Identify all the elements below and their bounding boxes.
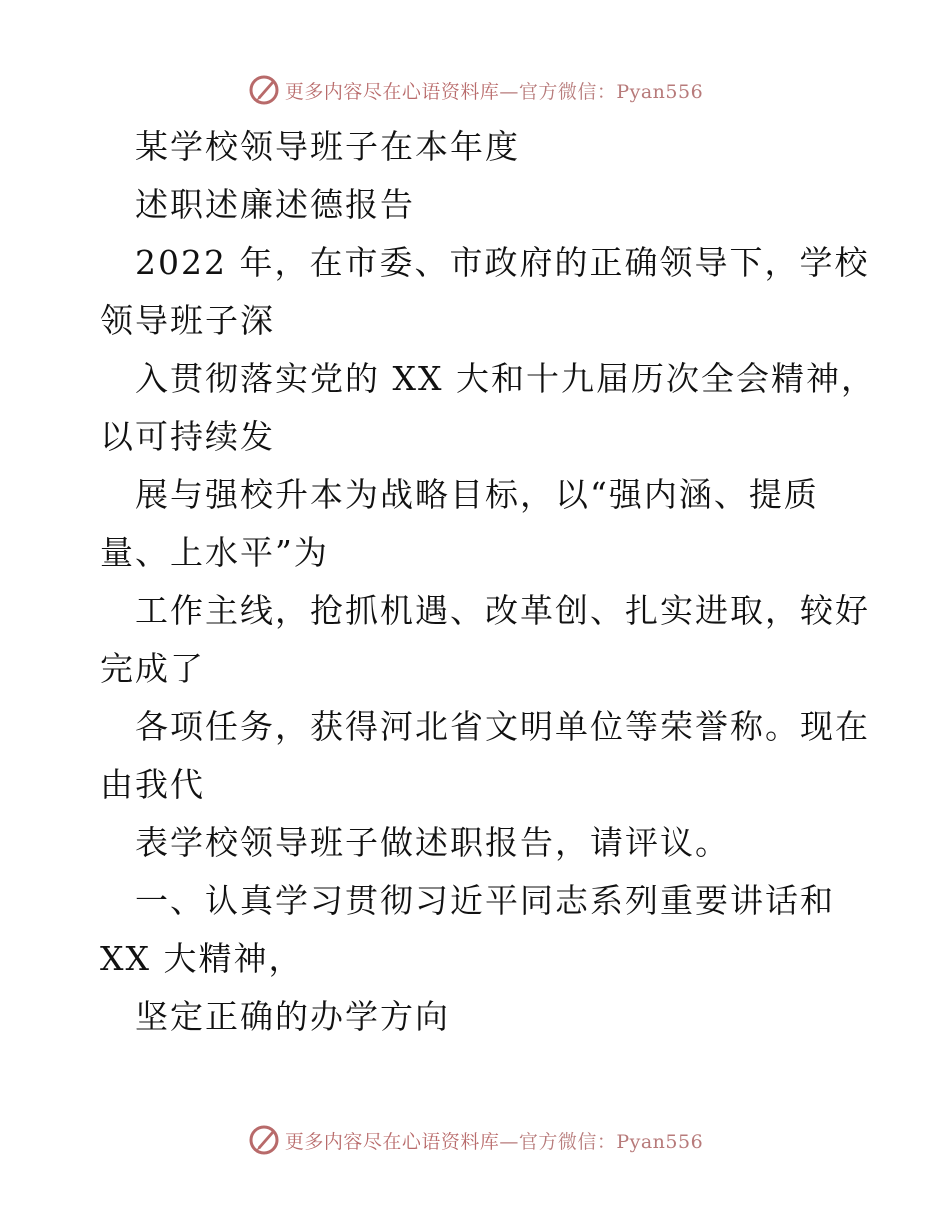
doc-line: 某学校领导班子在本年度: [135, 127, 520, 166]
doc-line: 坚定正确的办学方向: [135, 997, 450, 1036]
doc-line: 量、上水平”为: [100, 533, 329, 572]
doc-line: 述职述廉述德报告: [135, 185, 415, 224]
doc-line: 工作主线，抢抓机遇、改革创、扎实进取，较好: [135, 591, 870, 630]
header-watermark: [0, 70, 950, 110]
watermark-text: [285, 77, 703, 104]
doc-line: 各项任务，获得河北省文明单位等荣誉称。现在: [135, 707, 870, 746]
document-body: [100, 118, 876, 1046]
watermark-text: [285, 1127, 703, 1154]
doc-line: 领导班子深: [100, 301, 275, 340]
doc-line: 完成了: [100, 649, 205, 688]
doc-line: 由我代: [100, 765, 205, 804]
doc-line: XX 大精神，: [100, 939, 304, 978]
watermark-sub-text: —官方微信：Pyan556: [499, 1130, 704, 1153]
doc-line: 2022 年，在市委、市政府的正确领导下，学校: [135, 243, 870, 282]
doc-line: 入贯彻落实党的 XX 大和十九届历次全会精神，: [135, 359, 876, 398]
watermark-main-text: 更多内容尽在心语资料库: [284, 1130, 500, 1153]
doc-line: 表学校领导班子做述职报告，请评议。: [135, 823, 730, 862]
quill-pen-logo-icon: [247, 1123, 281, 1157]
watermark-sub-text: —官方微信：Pyan556: [499, 80, 704, 103]
doc-line: 展与强校升本为战略目标，以“强内涵、提质: [135, 475, 819, 514]
watermark-main-text: 更多内容尽在心语资料库: [284, 80, 500, 103]
quill-pen-logo-icon: [247, 73, 281, 107]
doc-line: 一、认真学习贯彻习近平同志系列重要讲话和: [135, 881, 835, 920]
footer-watermark: [0, 1120, 950, 1160]
doc-line: 以可持续发: [100, 417, 275, 456]
